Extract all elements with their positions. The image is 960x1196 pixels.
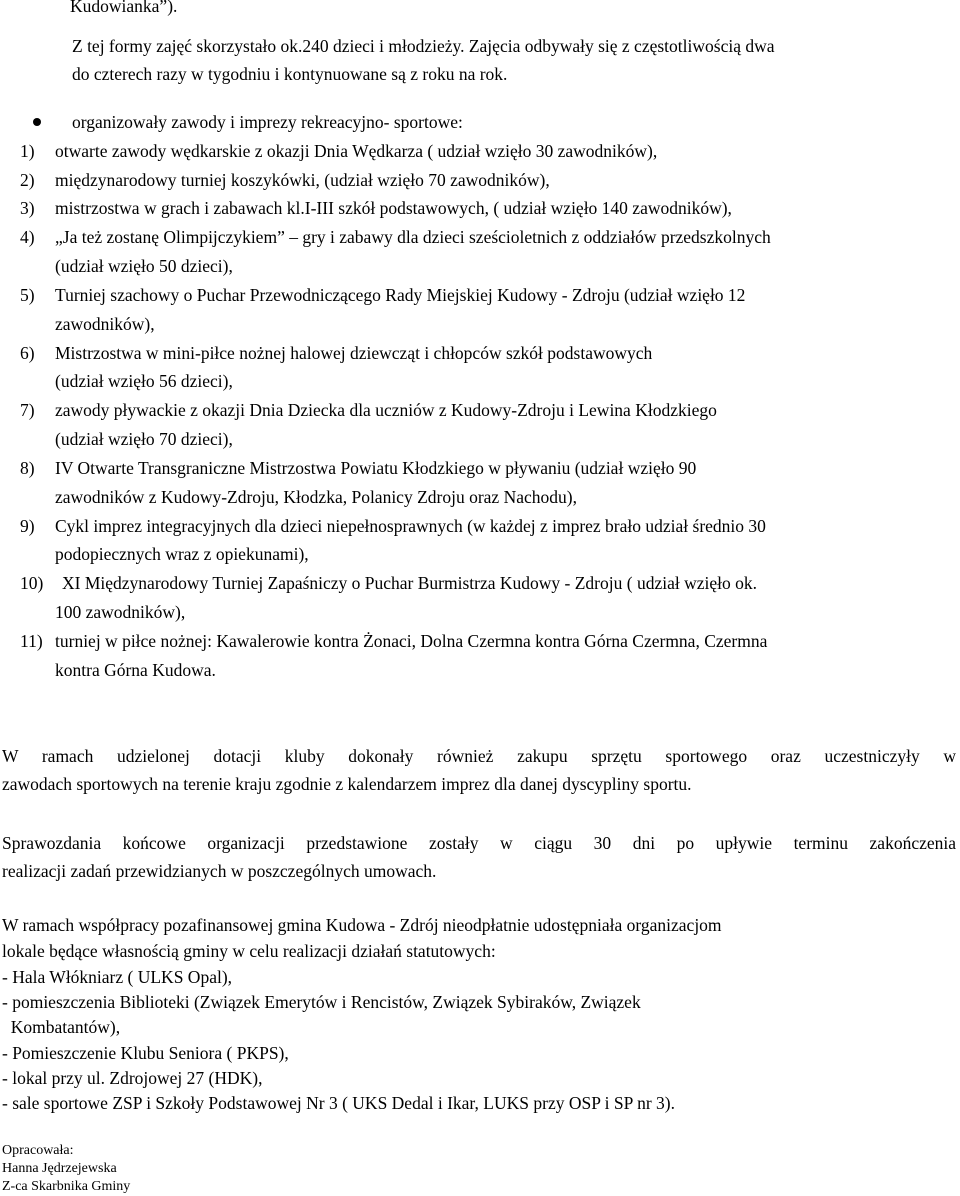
list-item: IV Otwarte Transgraniczne Mistrzostwa Powiatu Kłodzkiego w pływaniu (udział wzięło 90	[55, 458, 697, 478]
list-item: turniej w piłce nożnej: Kawalerowie kontra Żonaci, Dolna Czermna kontra Górna Czermna, Czermna	[55, 631, 768, 651]
list-item: zawody pływackie z okazji Dnia Dziecka dla uczniów z Kudowy-Zdroju i Lewina Kłodzkiego	[55, 400, 717, 420]
facility-item: - Pomieszczenie Klubu Seniora ( PKPS),	[2, 1043, 289, 1063]
list-item-continuation: (udział wzięło 56 dzieci),	[55, 371, 233, 391]
prepared-by-label: Opracowała:	[2, 1143, 74, 1158]
bullet-icon	[33, 118, 41, 126]
item-number: 4)	[20, 227, 35, 247]
intro-line-2: Z tej formy zajęć skorzystało ok.240 dzieci i młodzieży. Zajęcia odbywały się z częstotliwością dwa	[72, 36, 775, 56]
author-title: Z-ca Skarbnika Gminy	[2, 1179, 131, 1194]
list-item: mistrzostwa w grach i zabawach kl.I-III szkół podstawowych, ( udział wzięło 140 zawodników),	[55, 198, 732, 218]
item-number: 8)	[20, 458, 35, 478]
item-number: 2)	[20, 170, 35, 190]
item-number: 10)	[20, 573, 44, 593]
list-item-continuation: (udział wzięło 70 dzieci),	[55, 429, 233, 449]
list-item-continuation: (udział wzięło 50 dzieci),	[55, 256, 233, 276]
paragraph-2-line-1: Sprawozdania końcowe organizacji przedstawione zostały w ciągu 30 dni po upływie terminu zakończenia	[2, 833, 956, 853]
item-number: 3)	[20, 198, 35, 218]
list-item: otwarte zawody wędkarskie z okazji Dnia Wędkarza ( udział wzięło 30 zawodników),	[55, 141, 658, 161]
list-item: Mistrzostwa w mini-piłce nożnej halowej dziewcząt i chłopców szkół podstawowych	[55, 343, 653, 363]
list-item-continuation: podopiecznych wraz z opiekunami),	[55, 544, 309, 564]
paragraph-1-line-2: zawodach sportowych na terenie kraju zgodnie z kalendarzem imprez dla danej dyscypliny sportu.	[2, 774, 692, 794]
item-number: 1)	[20, 141, 35, 161]
intro-line-1: Kudowianka”).	[70, 0, 178, 16]
facility-item: - lokal przy ul. Zdrojowej 27 (HDK),	[2, 1068, 263, 1088]
item-number: 6)	[20, 343, 35, 363]
list-item-continuation: zawodników),	[55, 314, 155, 334]
list-item-continuation: zawodników z Kudowy-Zdroju, Kłodzka, Polanicy Zdroju oraz Nachodu),	[55, 487, 577, 507]
paragraph-3-line-2: lokale będące własnością gminy w celu realizacji działań statutowych:	[2, 941, 496, 961]
item-number: 5)	[20, 285, 35, 305]
facility-item: - pomieszczenia Biblioteki (Związek Emerytów i Rencistów, Związek Sybiraków, Związek	[2, 992, 641, 1012]
paragraph-3-line-1: W ramach współpracy pozafinansowej gmina Kudowa - Zdrój nieodpłatnie udostępniała organizacjom	[2, 915, 722, 935]
paragraph-1-line-1: W ramach udzielonej dotacji kluby dokonały również zakupu sprzętu sportowego oraz uczestniczyły w	[2, 746, 956, 766]
list-item: „Ja też zostanę Olimpijczykiem” – gry i zabawy dla dzieci sześcioletnich z oddziałów przedszkolnych	[55, 227, 771, 247]
facility-item-continuation: Kombatantów),	[2, 1017, 121, 1037]
list-item: Cykl imprez integracyjnych dla dzieci niepełnosprawnych (w każdej z imprez brało udział średnio 30	[55, 516, 766, 536]
facility-item: - Hala Włókniarz ( ULKS Opal),	[2, 967, 233, 987]
list-item-continuation: 100 zawodników),	[55, 602, 186, 622]
list-item: międzynarodowy turniej koszykówki, (udział wzięło 70 zawodników),	[55, 170, 550, 190]
bullet-text: organizowały zawody i imprezy rekreacyjno- sportowe:	[72, 112, 463, 132]
list-item: Turniej szachowy o Puchar Przewodniczącego Rady Miejskiej Kudowy - Zdroju (udział wzięło 12	[55, 285, 746, 305]
item-number: 7)	[20, 400, 35, 420]
list-item: XI Międzynarodowy Turniej Zapaśniczy o Puchar Burmistrza Kudowy - Zdroju ( udział wzięło ok.	[62, 573, 757, 593]
item-number: 11)	[20, 631, 43, 651]
list-item-continuation: kontra Górna Kudowa.	[55, 660, 216, 680]
facility-item: - sale sportowe ZSP i Szkoły Podstawowej Nr 3 ( UKS Dedal i Ikar, LUKS przy OSP i SP nr 3).	[2, 1093, 675, 1113]
paragraph-2-line-2: realizacji zadań przewidzianych w poszczególnych umowach.	[2, 861, 437, 881]
item-number: 9)	[20, 516, 35, 536]
author-name: Hanna Jędrzejewska	[2, 1161, 117, 1176]
intro-line-3: do czterech razy w tygodniu i kontynuowane są z roku na rok.	[72, 64, 508, 84]
